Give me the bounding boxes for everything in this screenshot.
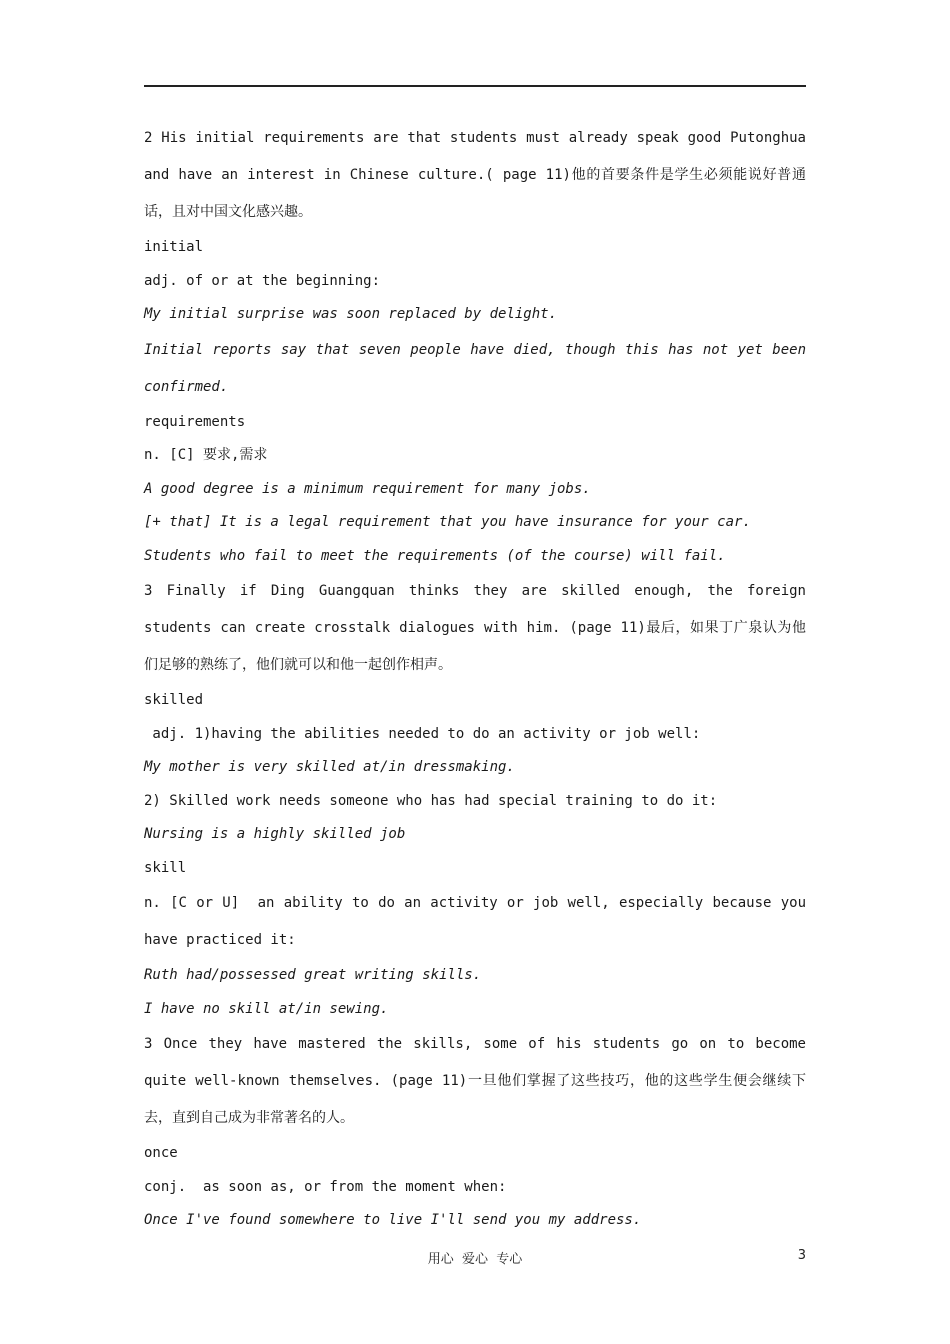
example-requirements-2: [+ that] It is a legal requirement that you have insurance for your car. — [144, 514, 751, 530]
definition-initial: adj. of or at the beginning: — [144, 272, 381, 289]
example-requirements-1: A good degree is a minimum requirement for many jobs. — [144, 480, 591, 497]
headword-requirements: requirements — [144, 413, 246, 430]
example-skilled-1: My mother is very skilled at/in dressmaking. — [144, 759, 515, 775]
example-skill-2: I have no skill at/in sewing. — [144, 1000, 389, 1017]
headword-initial: initial — [144, 239, 204, 255]
definition-skilled-2: 2) Skilled work needs someone who has had special training to do it: — [144, 792, 718, 809]
header-rule — [144, 85, 806, 87]
example-skill-1: Ruth had/possessed great writing skills. — [144, 967, 482, 983]
page-body — [144, 120, 815, 1238]
definition-once: conj. as soon as, or from the moment when: — [144, 1178, 507, 1195]
example-initial-2: Initial reports say that seven people have died, though this has not yet been confirmed. — [144, 341, 806, 395]
definition-requirements: n. [C] 要求,需求 — [144, 447, 268, 463]
headword-skilled: skilled — [144, 692, 204, 708]
definition-skilled-1: adj. 1)having the abilities needed to do an activity or job well: — [144, 725, 701, 742]
footer-motto: 用心 爱心 专心 — [427, 1252, 523, 1267]
example-initial-1: My initial surprise was soon replaced by delight. — [144, 306, 558, 322]
headword-once: once — [144, 1145, 178, 1161]
example-requirements-3: Students who fail to meet the requirements (of the course) will fail. — [144, 547, 726, 564]
sentence-3a-paragraph: 3 Finally if Ding Guangquan thinks they are skilled enough, the foreign students can create crosstalk dialogues with him. (page 11)最后，如果丁广泉认为他们足够的熟练了，他们就可以和他一起创作相声。 — [144, 583, 806, 673]
example-once: Once I've found somewhere to live I'll send you my address. — [144, 1212, 642, 1228]
definition-skill: n. [C or U] an ability to do an activity or job well, especially because you have practiced it: — [144, 895, 815, 948]
example-skilled-2: Nursing is a highly skilled job — [144, 826, 406, 842]
headword-skill: skill — [144, 859, 187, 876]
page-number: 3 — [797, 1248, 806, 1263]
sentence-3b-paragraph: 3 Once they have mastered the skills, some of his students go on to become quite well-known themselves. (page 11)一旦他们掌握了这些技巧，他的这些学生便会继续下去，直到自己成为非常著名的人。 — [144, 1036, 806, 1126]
sentence-2-paragraph: 2 His initial requirements are that students must already speak good Putonghua and have an interest in Chinese culture.( page 11)他的首要条件是学生必须能说好普通话，且对中国文化感兴趣。 — [144, 130, 806, 220]
